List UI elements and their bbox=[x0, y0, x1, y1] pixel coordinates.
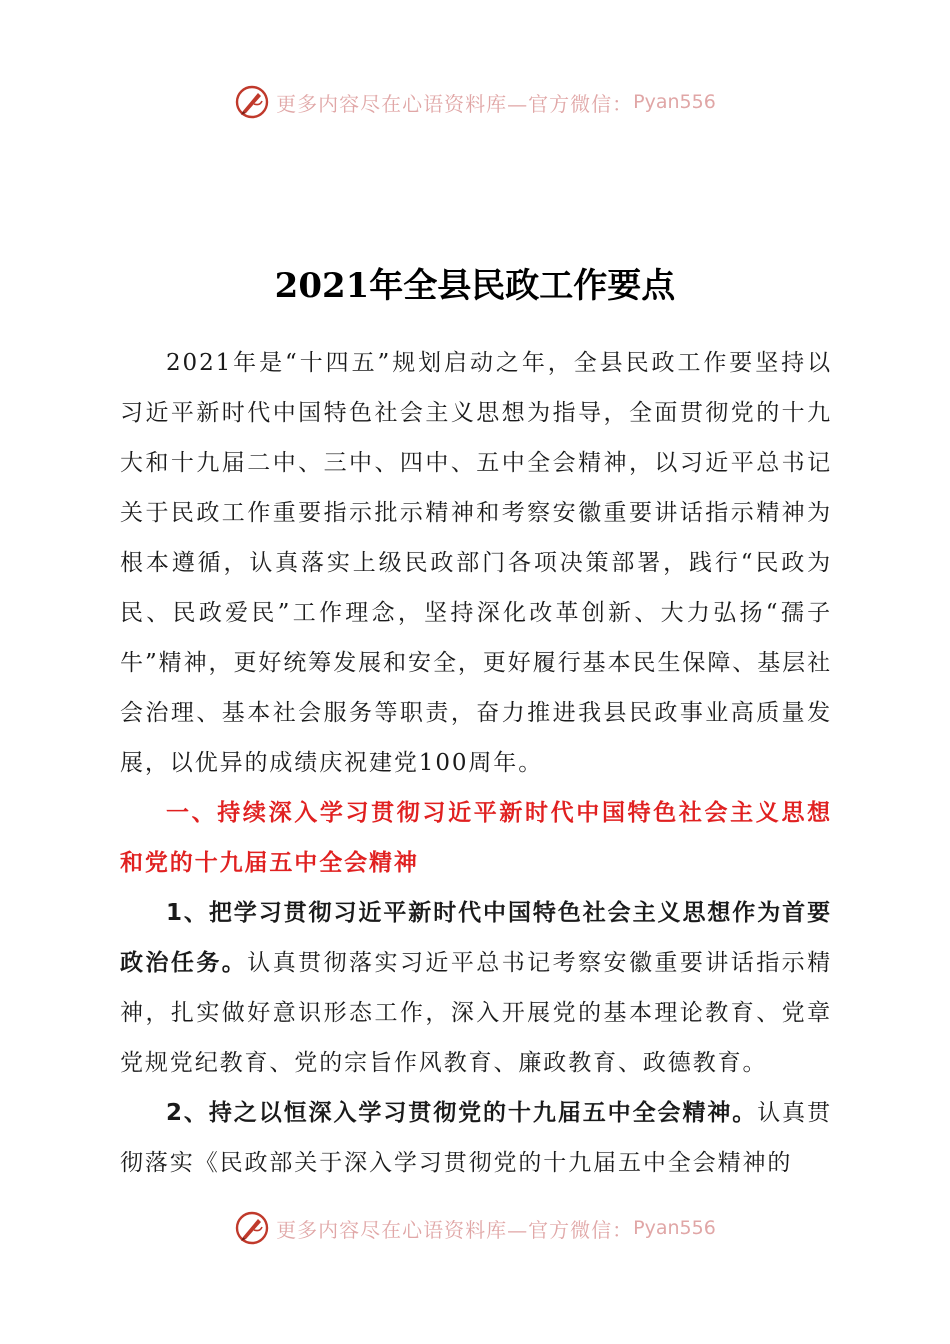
section-heading-1: 一、持续深入学习贯彻习近平新时代中国特色社会主义思想和党的十九届五中全会精神 bbox=[120, 800, 832, 876]
quill-logo-icon bbox=[234, 84, 270, 120]
quill-logo-icon bbox=[234, 1210, 270, 1246]
watermark-text: 更多内容尽在心语资料库—官方微信： bbox=[276, 1217, 634, 1242]
watermark-wechat-id: Pyan556 bbox=[633, 91, 716, 113]
document-title: 2021年全县民政工作要点 bbox=[274, 266, 676, 306]
watermark-wechat-id: Pyan556 bbox=[633, 1217, 716, 1239]
item-2-lead: 2、持之以恒深入学习贯彻党的十九届五中全会精神。 bbox=[166, 1100, 758, 1126]
watermark-footer bbox=[0, 1208, 950, 1248]
item-1-lead: 1、把学习贯彻习近平新时代中国特色社会主义思想作为首要政治任务。 bbox=[120, 900, 832, 976]
watermark-text: 更多内容尽在心语资料库—官方微信： bbox=[276, 91, 634, 116]
intro-paragraph: 2021年是“十四五”规划启动之年，全县民政工作要坚持以习近平新时代中国特色社会主义思想为指导，全面贯彻党的十九大和十九届二中、三中、四中、五中全会精神，以习近平总书记关于民政工作重要指示批示精神和考察安徽重要讲话指示精神为根本遵循，认真落实上级民政部门各项决策部署，践行“民政为民、民政爱民”工作理念，坚持深化改革创新、大力弘扬“孺子牛”精神，更好统筹发展和安全，更好履行基本民生保障、基层社会治理、基本社会服务等职责，奋力推进我县民政事业高质量发展，以优异的成绩庆祝建党100周年。 bbox=[120, 350, 832, 776]
document-body bbox=[120, 338, 832, 1188]
watermark-header bbox=[0, 82, 950, 122]
item-1-body: 认真贯彻落实习近平总书记考察安徽重要讲话指示精神，扎实做好意识形态工作，深入开展党的基本理论教育、党章党规党纪教育、党的宗旨作风教育、廉政教育、政德教育。 bbox=[120, 950, 833, 1076]
item-2-body: 认真贯彻落实《民政部关于深入学习贯彻党的十九届五中全会精神的 bbox=[120, 1100, 833, 1176]
item-2-paragraph bbox=[120, 1088, 832, 1188]
item-1-paragraph bbox=[120, 888, 832, 1088]
